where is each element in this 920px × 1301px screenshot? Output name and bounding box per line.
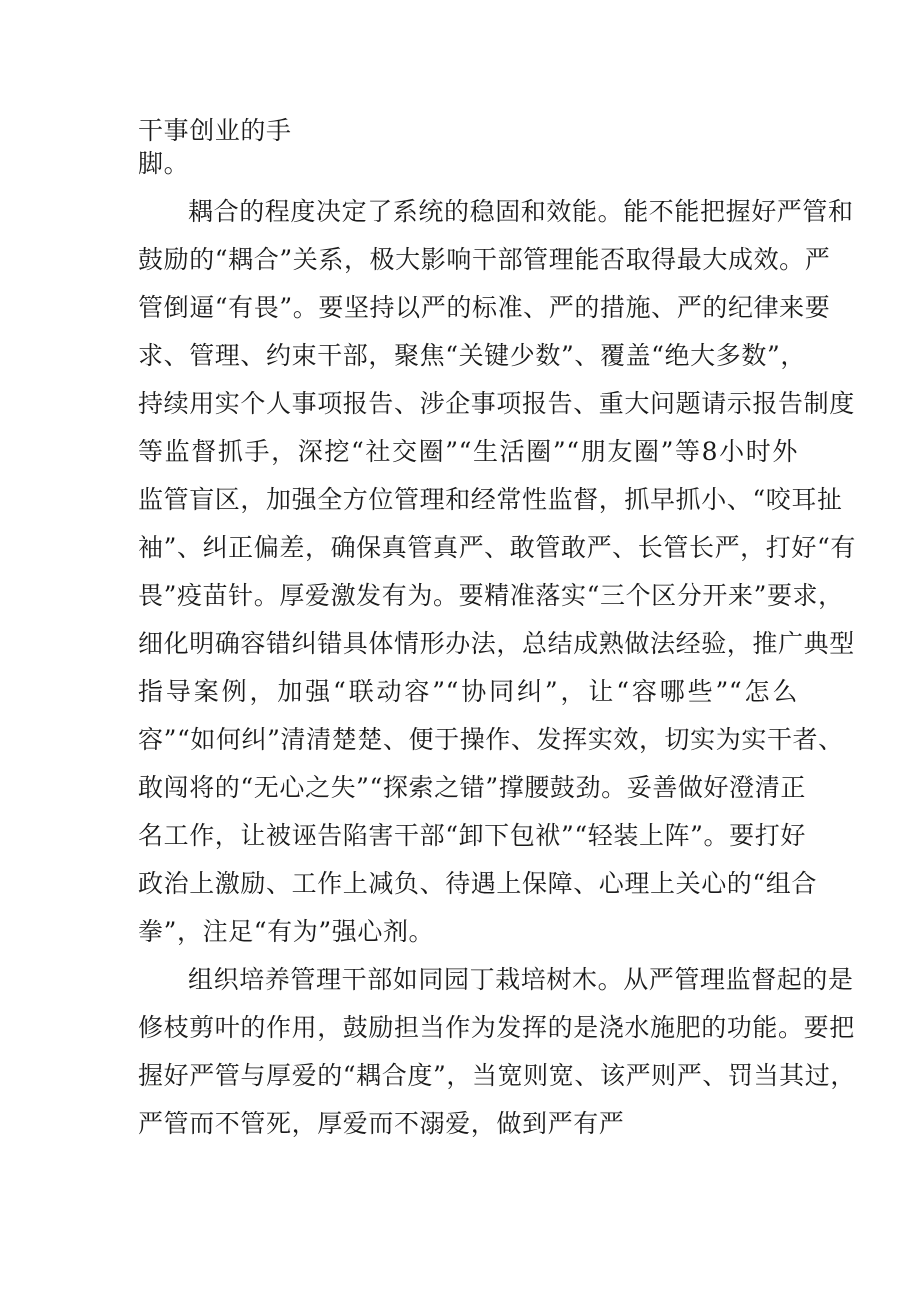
paragraph-line: 袖”、纠正偏差，确保真管真严、敢管敢严、长管长严，打好“有 [138,533,856,562]
paragraph-line: 畏”疫苗针。厚爱激发有为。要精准落实“三个区分开来”要求， [138,581,844,610]
fragment-line-2: 脚。 [138,149,190,178]
paragraph-line: 求、管理、约束干部，聚焦“关键少数”、覆盖“绝大多数”， [138,341,806,370]
paragraph-line: 修枝剪叶的作用，鼓励担当作为发挥的是浇水施肥的功能。要把 [138,1013,855,1042]
paragraph-line: 鼓励的“耦合”关系，极大影响干部管理能否取得最大成效。严 [138,245,831,274]
paragraph-last-line: 严管而不管死，厚爱而不溺爱，做到严有严 [138,1109,625,1138]
paragraph-last-line: 拳”，注足“有为”强心剂。 [138,917,435,946]
paragraph-line: 组织培养管理干部如同园丁栽培树木。从严管理监督起的是 [188,965,854,994]
paragraph-line: 政治上激励、工作上减负、待遇上保障、心理上关心的“组合 [138,869,817,898]
paragraph-line: 名工作，让被诬告陷害干部“卸下包袱”“轻装上阵”。要打好 [138,821,806,850]
paragraph-line: 等监督抓手，深挖“社交圈”“生活圈”“朋友圈”等8小时外 [138,437,798,466]
paragraph-line: 耦合的程度决定了系统的稳固和效能。能不能把握好严管和 [188,197,854,226]
paragraph-line: 持续用实个人事项报告、涉企事项报告、重大问题请示报告制度 [138,389,855,418]
paragraph-line: 监管盲区，加强全方位管理和经常性监督，抓早抓小、“咬耳扯 [138,485,843,514]
paragraph-line: 细化明确容错纠错具体情形办法，总结成熟做法经验，推广典型 [138,629,855,658]
paragraph-line: 指导案例，加强“联动容”“协同纠”，让“容哪些”“怎么 [138,677,798,706]
paragraph-line: 管倒逼“有畏”。要坚持以严的标准、严的措施、严的纪律来要 [138,293,831,322]
fragment-line-1: 干事创业的手 [138,116,292,145]
paragraph-line: 握好严管与厚爱的“耦合度”，当宽则宽、该严则严、罚当其过， [138,1061,856,1090]
paragraph-line: 敢闯将的“无心之失”“探索之错”撑腰鼓劲。妥善做好澄清正 [138,773,806,802]
paragraph-line: 容”“如何纠”清清楚楚、便于操作、发挥实效，切实为实干者、 [138,725,844,754]
